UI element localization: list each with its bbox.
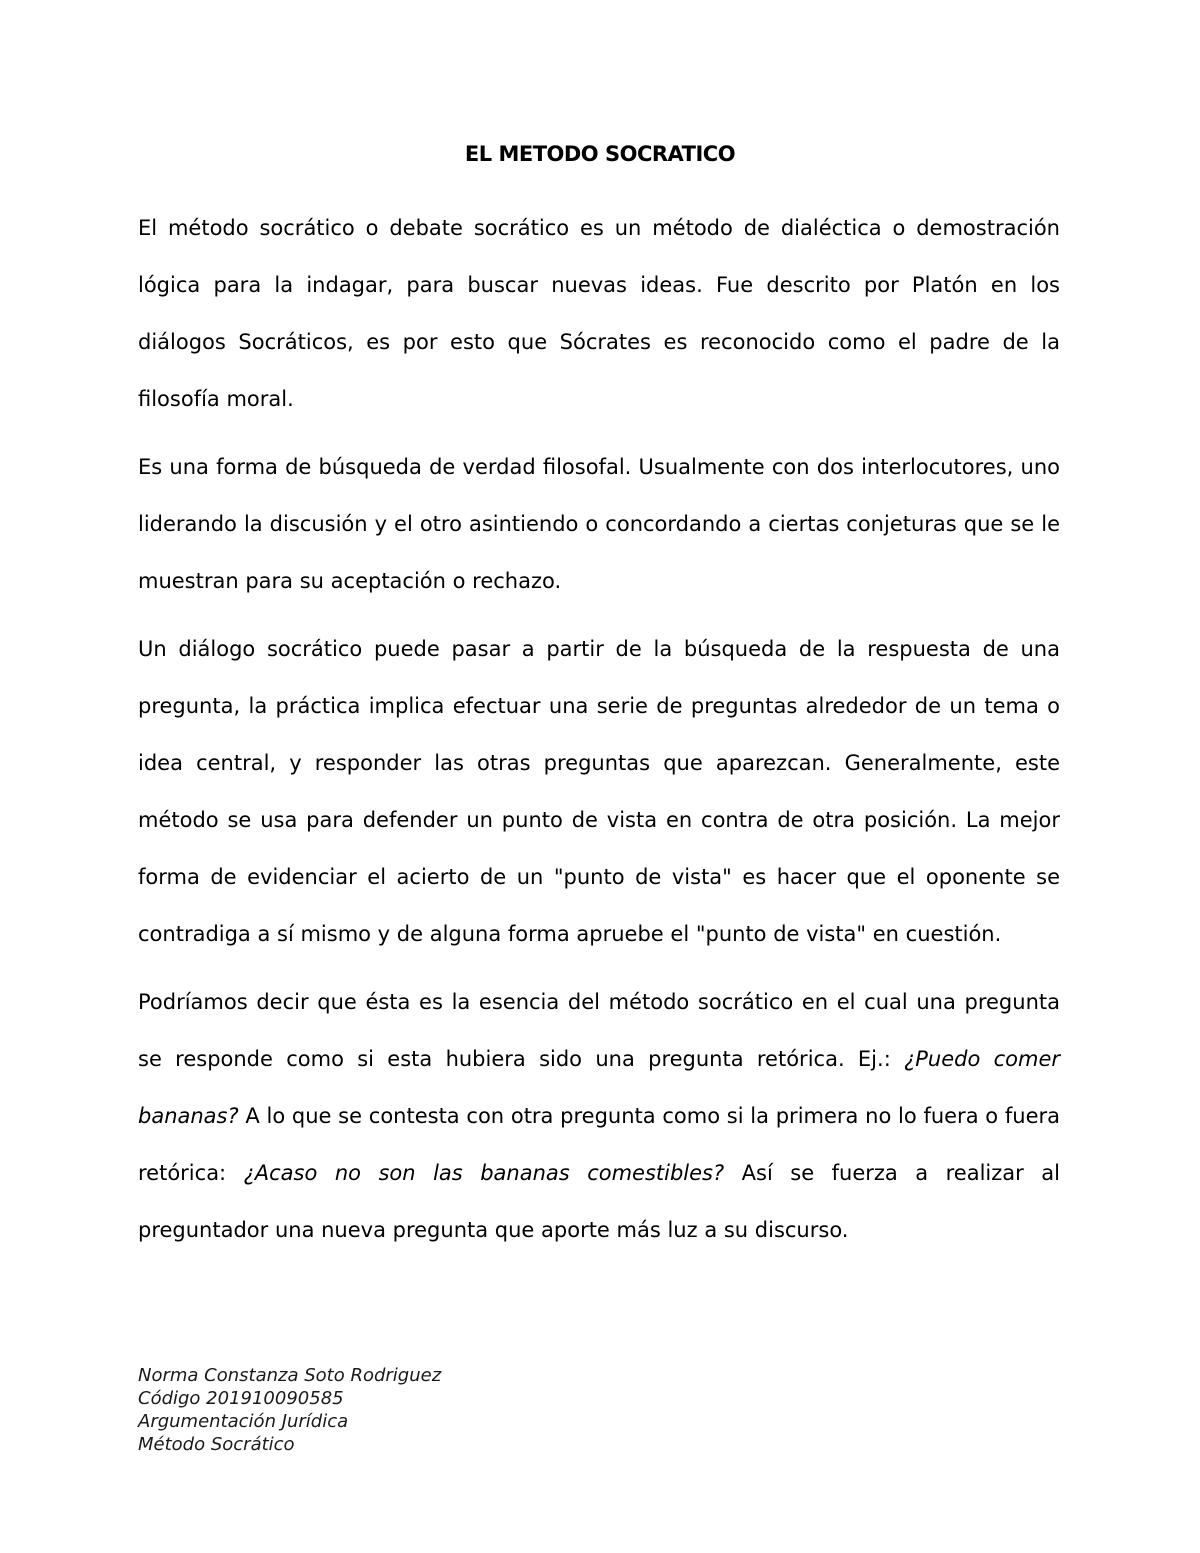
paragraph-4-text-3: Así se fuerza a realizar al preguntador una nueva pregunta que aporte más luz a su discurso. [138,1161,1060,1242]
document-title: EL METODO SOCRATICO [464,142,736,166]
paragraph-4-question-2: ¿Acaso no son las bananas comestibles? [243,1161,725,1185]
paragraph-4-text-1: Podríamos decir que ésta es la esencia del método socrático en el cual una pregunta se responde como si esta hubiera sido una pregunta retórica. Ej.: [138,990,1060,1071]
paragraph-4 [138,974,1060,1259]
footer-code: Código 201910090585 [138,1388,344,1409]
paragraph-2: Es una forma de búsqueda de verdad filosofal. Usualmente con dos interlocutores, uno liderando la discusión y el otro asintiendo o concordando a ciertas conjeturas que se le muestran para su aceptación o rechazo. [138,455,1060,593]
paragraph-4-question-1: ¿Puedo comer bananas? [138,1047,1060,1128]
paragraph-1: El método socrático o debate socrático es un método de dialéctica o demostración lógica para la indagar, para buscar nuevas ideas. Fue descrito por Platón en los diálogos Socráticos, es por esto que Sócrates es reconocido como el padre de la filosofía moral. [138,216,1060,411]
document-footer [138,1364,441,1456]
paragraph-3: Un diálogo socrático puede pasar a partir de la búsqueda de la respuesta de una pregunta, la práctica implica efectuar una serie de preguntas alrededor de un tema o idea central, y responder las otras preguntas que aparezcan. Generalmente, este método se usa para defender un punto de vista en contra de otra posición. La mejor forma de evidenciar el acierto de un "punto de vista" es hacer que el oponente se contradiga a sí mismo y de alguna forma apruebe el "punto de vista" en cuestión. [138,637,1060,946]
document-body [138,200,1060,1270]
paragraph-4-text-2: A lo que se contesta con otra pregunta como si la primera no lo fuera o fuera retórica: [138,1104,1060,1185]
footer-course: Argumentación Jurídica [138,1411,349,1432]
footer-topic: Método Socrático [138,1434,295,1455]
footer-author: Norma Constanza Soto Rodriguez [138,1365,442,1386]
